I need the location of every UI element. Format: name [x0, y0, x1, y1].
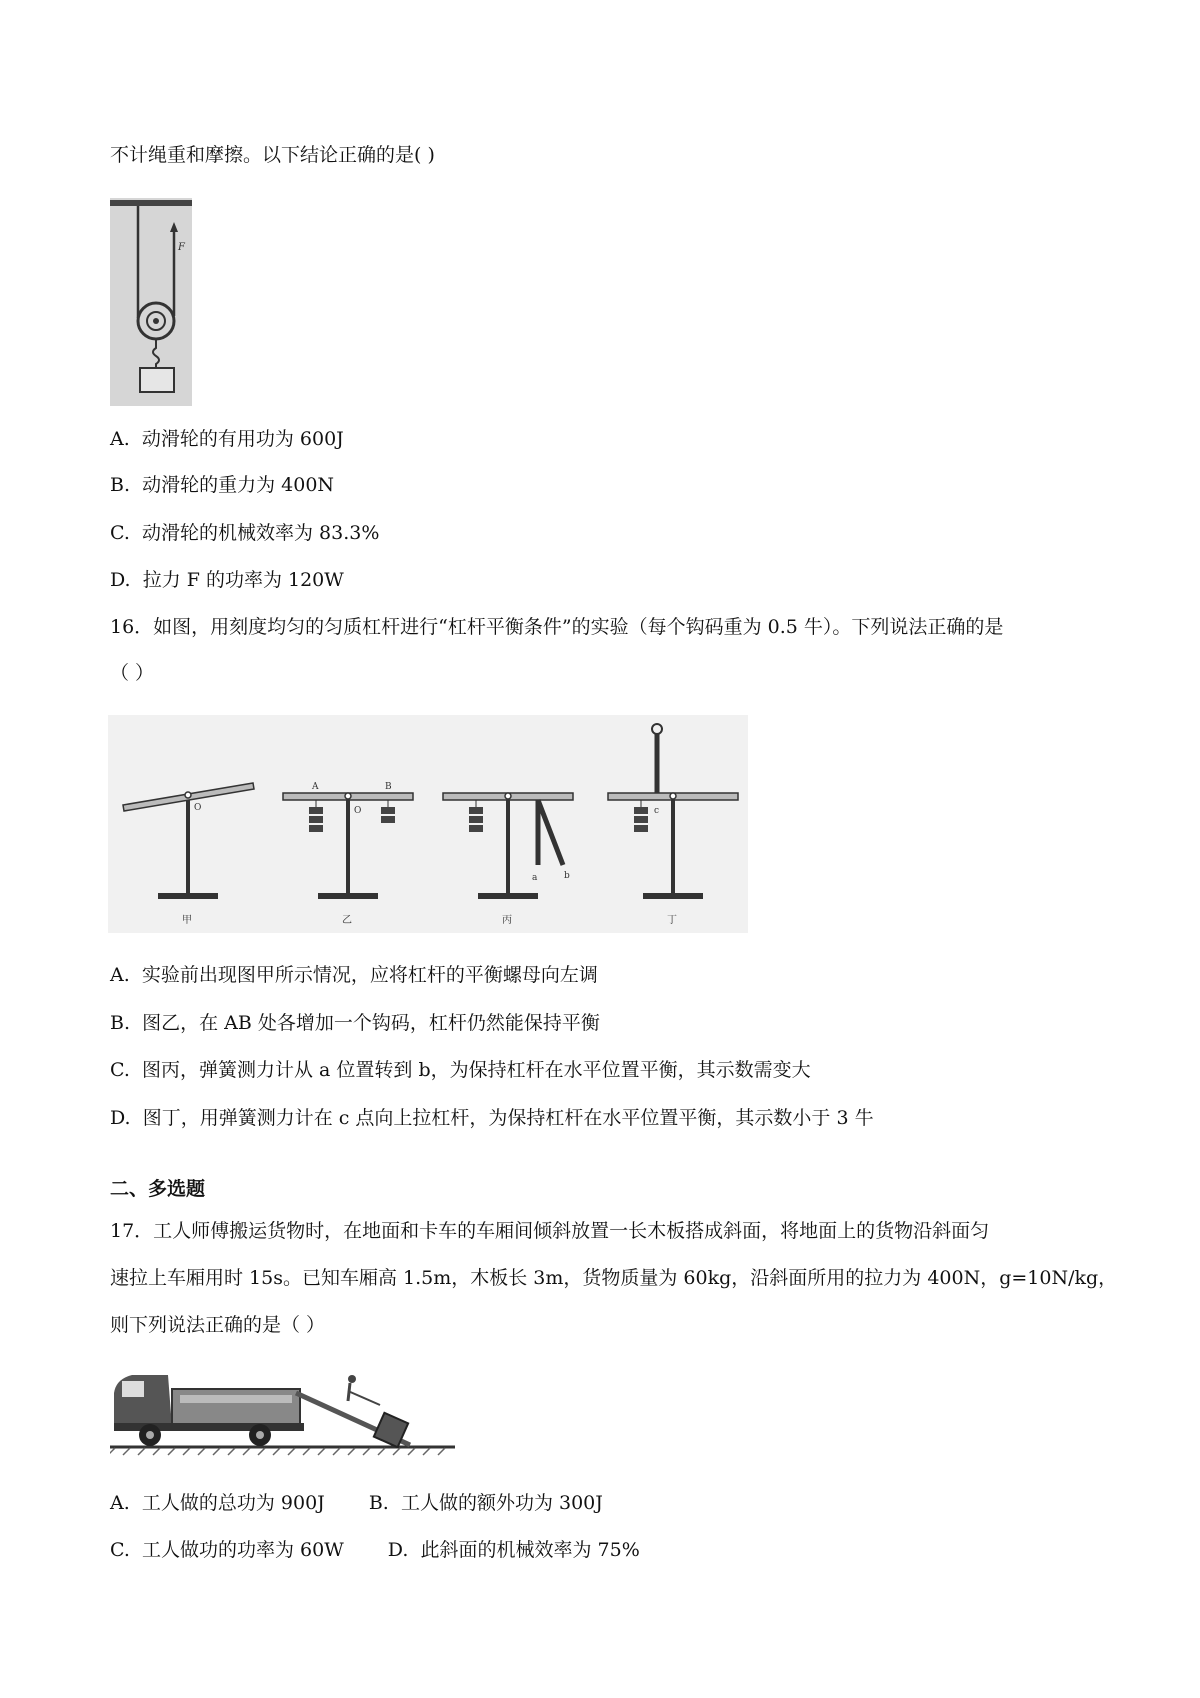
q16-lever-figure	[108, 715, 748, 933]
caption-bing: 丙	[502, 915, 512, 926]
point-a: a	[532, 873, 538, 883]
q16-stem-line2: （ ）	[110, 662, 155, 684]
point-B: B	[385, 782, 392, 792]
q17-stem-line3: 则下列说法正确的是（ ）	[110, 1314, 326, 1336]
q17-option-a: A. 工人做的总功为 900J	[110, 1492, 325, 1514]
q17-option-c: C. 工人做功的功率为 60W	[110, 1539, 344, 1561]
q17-truck-ramp-figure	[110, 1365, 455, 1457]
q17-options-row-1	[110, 1490, 603, 1516]
q17-stem-line2: 速拉上车厢用时 15s。已知车厢高 1.5m，木板长 3m，货物质量为 60kg，沿斜面所用的拉力为 400N，g=10N/kg，	[110, 1267, 1118, 1289]
q15-option-d: D. 拉力 F 的功率为 120W	[110, 569, 344, 591]
q16-option-d: D. 图丁，用弹簧测力计在 c 点向上拉杠杆，为保持杠杆在水平位置平衡，其示数小于 3 牛	[110, 1107, 874, 1129]
q17-option-b: B. 工人做的额外功为 300J	[368, 1492, 603, 1514]
q15-option-c: C. 动滑轮的机械效率为 83.3%	[110, 522, 380, 544]
caption-yi: 乙	[342, 915, 352, 926]
q15-stem-tail: 不计绳重和摩擦。以下结论正确的是( )	[110, 144, 435, 166]
q17-option-d: D. 此斜面的机械效率为 75%	[387, 1539, 640, 1561]
caption-jia: 甲	[182, 915, 192, 926]
q17-options-row-2	[110, 1537, 640, 1563]
point-O-yi: O	[354, 806, 362, 816]
q15-option-a: A. 动滑轮的有用功为 600J	[110, 428, 344, 450]
point-b: b	[564, 871, 570, 881]
q16-option-a: A. 实验前出现图甲所示情况，应将杠杆的平衡螺母向左调	[110, 964, 598, 986]
q15-pulley-figure	[110, 198, 192, 406]
q16-stem-line1: 16．如图，用刻度均匀的匀质杠杆进行“杠杆平衡条件”的实验（每个钩码重为 0.5 牛）。下列说法正确的是	[110, 616, 1004, 638]
q15-option-b: B. 动滑轮的重力为 400N	[110, 474, 335, 496]
q17-stem-line1: 17．工人师傅搬运货物时，在地面和卡车的车厢间倾斜放置一长木板搭成斜面，将地面上的货物沿斜面匀	[110, 1220, 990, 1242]
q16-option-b: B. 图乙，在 AB 处各增加一个钩码，杠杆仍然能保持平衡	[110, 1012, 600, 1034]
svg-text:O: O	[194, 803, 202, 813]
point-c: c	[654, 806, 660, 816]
caption-ding: 丁	[667, 915, 677, 926]
section-title-multiple-choice: 二、多选题	[110, 1178, 206, 1200]
point-A: A	[312, 782, 319, 792]
q16-option-c: C. 图丙，弹簧测力计从 a 位置转到 b，为保持杠杆在水平位置平衡，其示数需变大	[110, 1059, 811, 1081]
force-label-F: F	[178, 242, 185, 253]
